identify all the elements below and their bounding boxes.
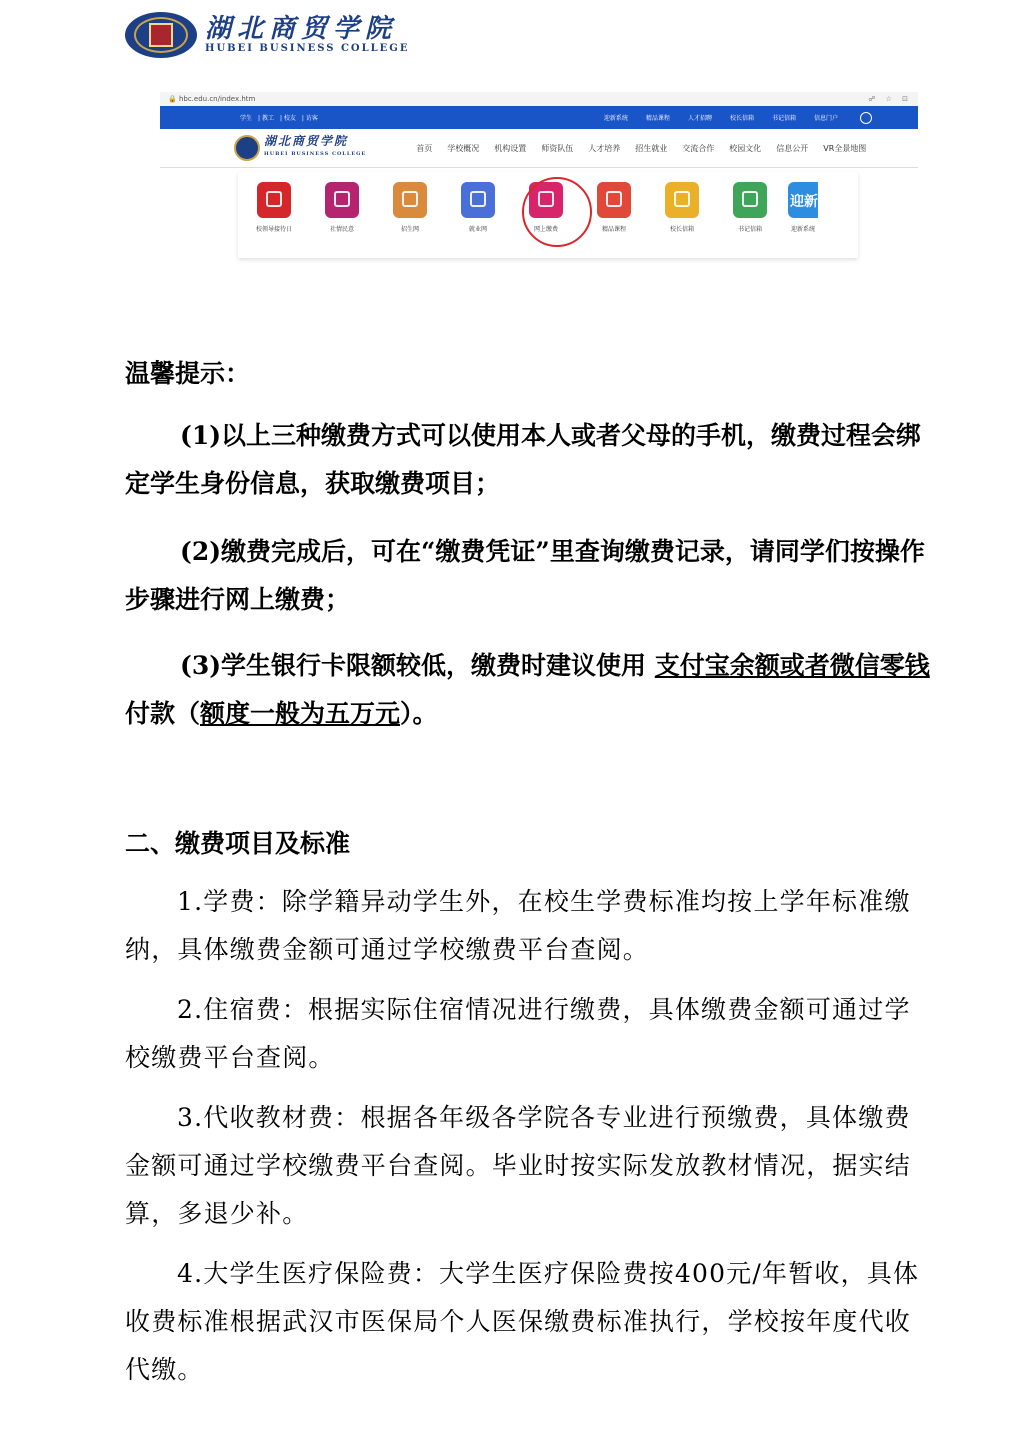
app-tile	[584, 182, 644, 233]
app-icon	[393, 182, 427, 218]
topbar-link: 精品课程	[645, 115, 670, 122]
highlight-circle	[522, 177, 592, 247]
tip-paragraph	[125, 412, 937, 508]
address-url: hbc.edu.cn/index.htm	[178, 95, 256, 103]
topbar-link: 学生	[240, 115, 253, 122]
nav-link: 首页	[416, 143, 433, 153]
app-icon	[257, 182, 291, 218]
tip-3-text	[125, 642, 937, 738]
app-label: 校长信箱	[669, 226, 694, 233]
tip-3-underline-2: 额度一般为五万元	[200, 699, 401, 728]
nav-link: 人才培养	[588, 143, 621, 153]
site-top-bar: 学生 | 教工 | 校友 | 访客 迎新系统 精品课程 人才招聘 校长信箱 书记信箱 信息门户	[160, 106, 918, 129]
topbar-link: 教工	[261, 115, 274, 122]
website-screenshot	[160, 92, 918, 262]
tip-1-text: (1)以上三种缴费方式可以使用本人或者父母的手机，缴费过程会绑定学生身份信息，获取缴费项目；	[125, 421, 922, 498]
app-label: 招生网	[400, 226, 419, 233]
app-tile	[312, 182, 372, 233]
app-tile	[380, 182, 440, 233]
nav-link: 招生就业	[635, 143, 668, 153]
app-label: 精品课程	[601, 226, 626, 233]
site-nav	[160, 129, 918, 168]
site-logo-name: 湖北商贸学院	[264, 134, 349, 148]
app-tile	[244, 182, 304, 233]
app-label: 校领导接待日	[255, 226, 292, 233]
app-tile	[448, 182, 508, 233]
tip-paragraph	[125, 642, 937, 738]
fee-item	[125, 1094, 935, 1238]
topbar-link: 访客	[305, 115, 318, 122]
app-tile	[788, 182, 818, 233]
site-logo-english: HUBEI BUSINESS COLLEGE	[264, 151, 367, 157]
tip-3-underline-1: 支付宝余额或者微信零钱	[654, 651, 930, 680]
college-logo	[125, 12, 409, 58]
fee-item-3: 3.代收教材费：根据各年级各学院各专业进行预缴费，具体缴费金额可通过学校缴费平台查阅。毕业时按实际发放教材情况，据实结算，多退少补。	[125, 1103, 912, 1228]
fee-item-1: 1.学费：除学籍异动学生外，在校生学费标准均按上学年标准缴纳，具体缴费金额可通过学校缴费平台查阅。	[125, 887, 911, 964]
nav-link: 信息公开	[776, 143, 809, 153]
topbar-link: 校友	[283, 115, 296, 122]
lock-icon: 🔒	[168, 95, 179, 103]
tip-3-pre: (3)学生银行卡限额较低，缴费时建议使用	[180, 651, 655, 680]
tip-2-text: (2)缴费完成后，可在“缴费凭证”里查询缴费记录，请同学们按操作步骤进行网上缴费；	[125, 537, 925, 614]
app-icon	[461, 182, 495, 218]
app-tile	[652, 182, 712, 233]
tip-paragraph	[125, 528, 937, 624]
topbar-link: 书记信箱	[771, 115, 796, 122]
tip-3-mid: 付款（	[125, 699, 201, 728]
topbar-link: 人才招聘	[687, 115, 712, 122]
topbar-link: 信息门户	[813, 115, 838, 122]
app-icon	[733, 182, 767, 218]
nav-link: 机构设置	[494, 143, 527, 153]
nav-link: VR全景地图	[823, 143, 867, 153]
fee-item-2: 2.住宿费：根据实际住宿情况进行缴费，具体缴费金额可通过学校缴费平台查阅。	[125, 995, 911, 1072]
fee-item	[125, 878, 935, 974]
tip-3-post: ）。	[400, 699, 438, 728]
college-seal-icon	[125, 12, 197, 58]
app-label: 就业网	[468, 226, 487, 233]
site-seal-icon	[234, 135, 260, 161]
search-icon	[860, 112, 872, 124]
app-icon	[597, 182, 631, 218]
app-tile	[720, 182, 780, 233]
fee-item-4: 4.大学生医疗保险费：大学生医疗保险费按400元/年暂收，具体收费标准根据武汉市医保局个人医保缴费标准执行，学校按年度代收代缴。	[125, 1259, 920, 1384]
app-label: 社情民意	[329, 226, 354, 233]
nav-link: 校园文化	[729, 143, 762, 153]
app-icon-text: 迎新	[790, 194, 818, 210]
app-label: 网上缴费	[533, 226, 558, 233]
nav-link: 交流合作	[682, 143, 715, 153]
logo-english-name: HUBEI BUSINESS COLLEGE	[205, 43, 410, 54]
fee-item	[125, 1250, 935, 1394]
nav-link: 师资队伍	[541, 143, 574, 153]
topbar-link: 迎新系统	[603, 115, 628, 122]
browser-address-bar	[160, 92, 918, 106]
app-icon	[325, 182, 359, 218]
tip-title: 温馨提示：	[125, 359, 251, 388]
app-label: 迎新系统	[790, 226, 815, 233]
topbar-link: 校长信箱	[729, 115, 754, 122]
section-title: 二、缴费项目及标准	[125, 829, 351, 858]
app-icon	[788, 182, 818, 218]
app-icon	[665, 182, 699, 218]
fee-item	[125, 986, 935, 1082]
logo-chinese-name: 湖北商贸学院	[205, 14, 398, 44]
nav-link: 学校概况	[447, 143, 480, 153]
browser-controls: ☍ ☆ ⊡	[868, 95, 912, 103]
app-label: 书记信箱	[737, 226, 762, 233]
